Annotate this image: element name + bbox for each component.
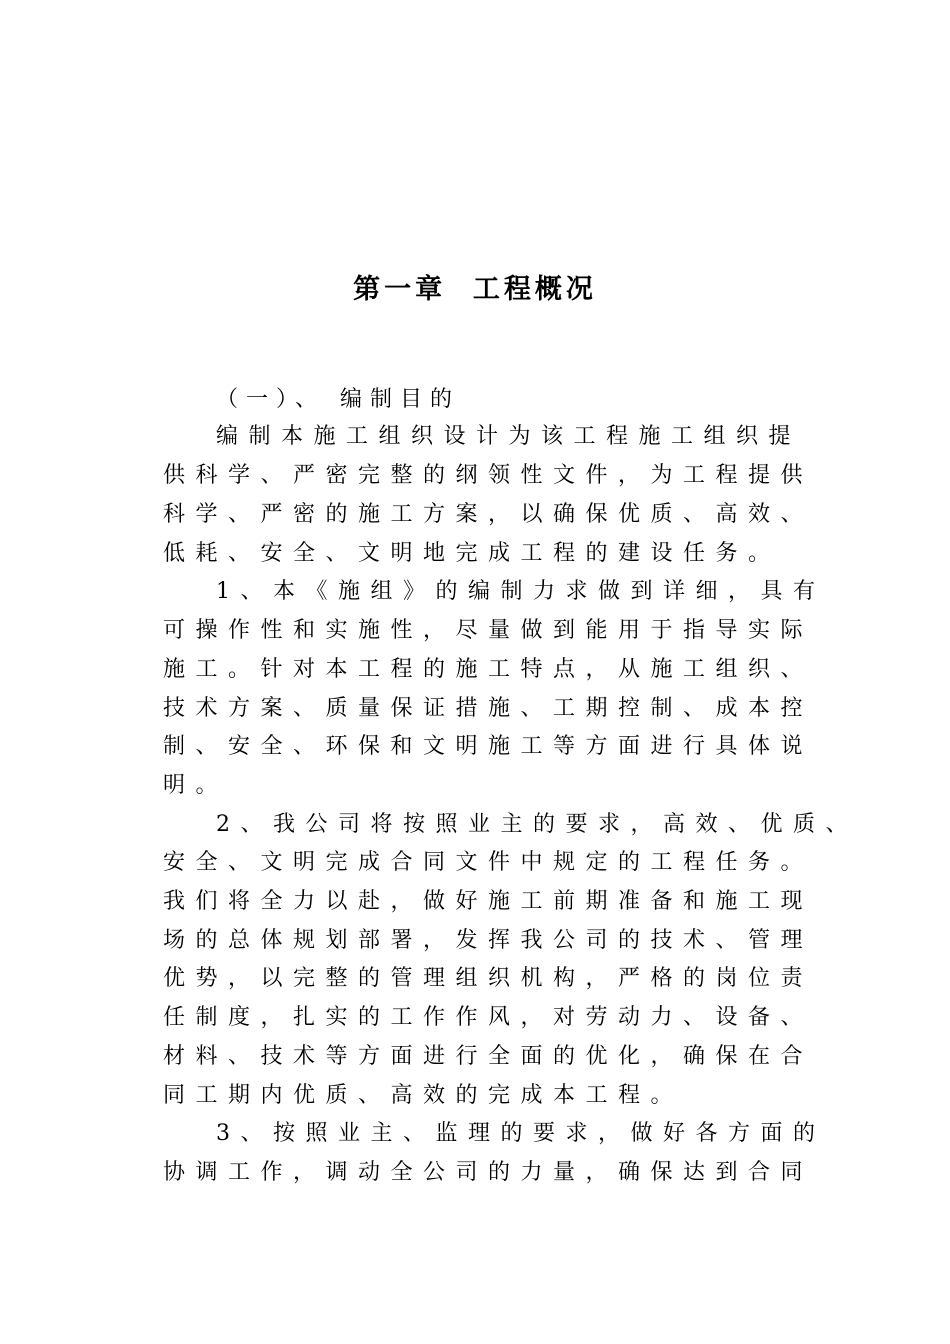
body-line: 可操作性和实施性，尽量做到能用于指导实际 (163, 618, 814, 643)
body-line: 供科学、严密完整的纲领性文件，为工程提供 (163, 463, 814, 488)
body-line: 我们将全力以赴，做好施工前期准备和施工现 (163, 889, 814, 914)
body-line: 2、我公司将按照业主的要求，高效、优质、 (216, 812, 858, 837)
body-line: 任制度，扎实的工作作风，对劳动力、设备、 (163, 1005, 814, 1030)
body-line: 协调工作，调动全公司的力量，确保达到合同 (163, 1160, 814, 1185)
body-line: 技术方案、质量保证措施、工期控制、成本控 (163, 696, 814, 721)
body-line: 3、按照业主、监理的要求，做好各方面的 (216, 1121, 826, 1146)
body-line: 施工。针对本工程的施工特点，从施工组织、 (163, 657, 814, 682)
body-line: 安全、文明完成合同文件中规定的工程任务。 (163, 850, 814, 875)
body-line: 制、安全、环保和文明施工等方面进行具体说 (163, 734, 814, 759)
body-line: 编制本施工组织设计为该工程施工组织提 (216, 424, 802, 449)
body-line: 明。 (163, 773, 229, 798)
section-heading: （一）、 编制目的 (216, 387, 460, 412)
body-line: 优势，以完整的管理组织机构，严格的岗位责 (163, 966, 814, 991)
chapter-title: 第一章 工程概况 (353, 274, 597, 305)
body-line: 场的总体规划部署，发挥我公司的技术、管理 (163, 928, 814, 953)
body-line: 低耗、安全、文明地完成工程的建设任务。 (163, 541, 781, 566)
body-line: 科学、严密的施工方案，以确保优质、高效、 (163, 502, 814, 527)
body-line: 同工期内优质、高效的完成本工程。 (163, 1083, 684, 1108)
body-line: 材料、技术等方面进行全面的优化，确保在合 (163, 1044, 814, 1069)
body-line: 1、本《施组》的编制力求做到详细，具有 (216, 579, 826, 604)
